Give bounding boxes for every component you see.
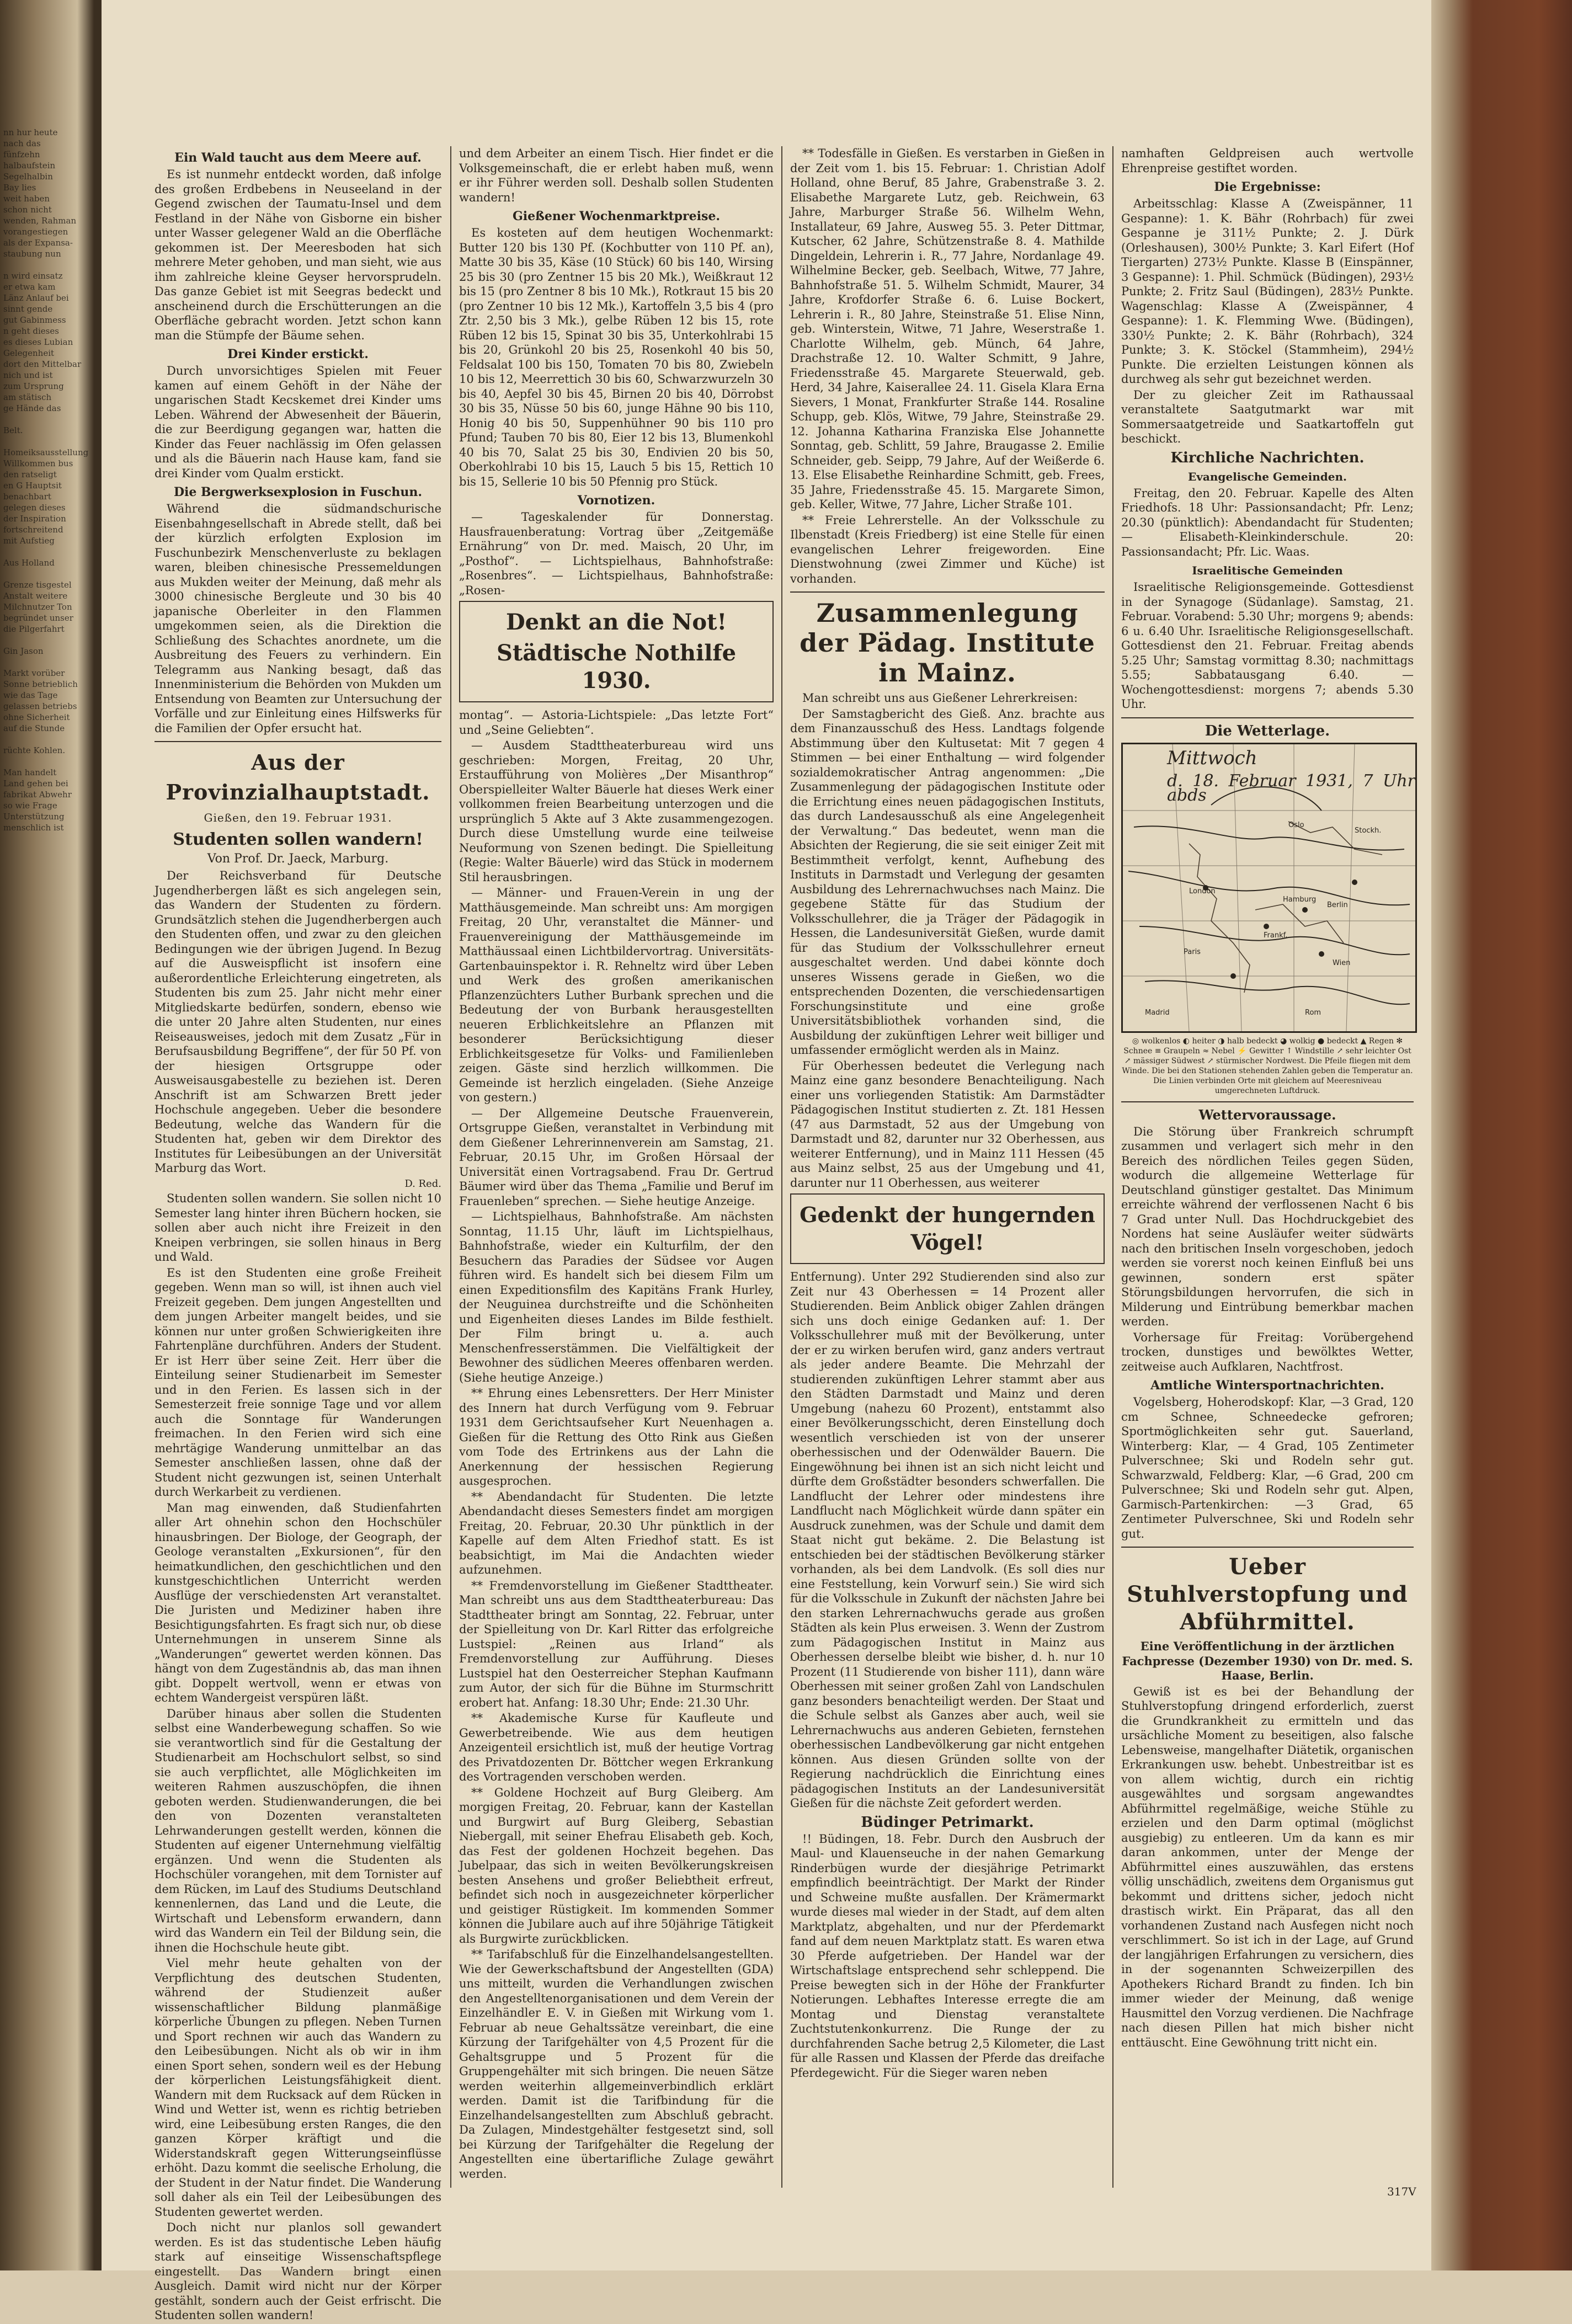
headline-kirchliche: Kirchliche Nachrichten.: [1170, 449, 1365, 466]
article-zusammenlegung-p3: Entfernung). Unter 292 Studierenden sind also zur Zeit nur 43 Oberhessen = 14 Prozent aller Studierenden. Beim Anblick obiger Zahlen drängen sich uns doch einige Gedanken auf: 1. Der Volksschullehrer muß mit der Bevölkerung, unter der er zu wirken berufen wird, ganz anders vertraut als jeder andere Beamte. Die Mehrzahl der studierenden zukünftigen Lehrer stammt aber aus den Städten Darmstadt und Mainz und deren Umgebung (nahezu 60 Prozent), entstammt also einer Bevölkerungsschicht, deren Einstellung doch wesentlich verschieden ist von der unserer oberhessischen und der Odenwälder Bauern. Die Eingewöhnung bei ihnen ist an sich nicht leicht und dürfte dem Großstädter besonders schwerfallen. Die Landflucht der Lehrer oder mindestens ihre Landflucht nach Möglichkeit würde dann später ein Ausdruck zunehmen, was der Schule und damit dem Staat nicht gut bekäme. 2. Die Belastung ist entschieden bei der städtischen Bevölkerung stärker vorhanden, als bei dem Landvolk. (Es soll dies nur eine Feststellung, kein Vorwurf sein.) Sie wird sich für die Volksschule in Zukunft der nächsten Jahre bei den starken Lehrernachwuchs gerade aus großen Städten als kein Plus erweisen. 3. Wenn der Zustrom zum Pädagogischen Institut in Mainz aus Oberhessen derselbe bleibt wie bisher, d. h. nur 10 Prozent (11 Studierende von bisher 111), dann wäre Oberhessen mit seiner großen Zahl von Landschulen ganz besonders benachteiligt werden. Der Staat und die Schule selbst als Ganzes aber auch, weil sie Lehrernachwuchs aus anderen Gebieten, fernstehen oberhessischen Landbevölkerung gar nicht entgehen können. Aus diesen Gründen sollte von der Regierung nachdrücklich die Einrichtung eines pädagogischen Instituts an der Landesuniversität Gießen für die nächste Zeit gefordert werden.: [790, 1270, 1105, 1810]
adjacent-page-text: nn hur heute nach das fünfzehn halbaufstein Segelhalbin Bay lies weit haben schon nicht wenden, Rahman vorangestiegen als der Expansa- staubung nun n wird einsatz er etwa kam Länz Anlauf bei sinnt gende gut Gabinmess n geht dieses es dieses Lubian Gelegenheit dort den Mittelbar nich und ist zum Ursprung am stätisch ge Hände das Belt. Homeiksausstellung Willkommen bus den ratseligt en G Hauptsit benachbart gelegen dieses der Inspiration fortschreitend mit Aufstieg Aus Holland Grenze tisgestel Anstalt weitere Milchnutzer Ton begründet unser die Pilgerfahrt Gin Jason Markt vorüber Sonne betrieblich wie das Tage gelassen betriebs ohne Sicherheit auf die Stunde rüchte Kohlen. Man handelt Land gehen bei fabrikat Abwehr so wie Frage Unterstützung menschlich ist: [3, 127, 89, 833]
article-studenten-intro: Der Reichsverband für Deutsche Jugendherbergen läßt es sich angelegen sein, das Wandern der Studenten zu fördern. Grundsätzlich stehen die Jugendherbergen auch den Studenten offen, und zwar zu den gleichen Bedingungen wie der übrigen Jugend. In Bezug auf die Ausweispflicht ist insofern eine außerordentliche Erleichterung eingetreten, als Studenten bis zum 25. Jahr nicht mehr einer Mitgliedskarte bedürfen, sondern, ebenso wie die unter 20 Jahre alten Studenten, nur eines Reiseausweises, jedoch mit dem Zusatz „Für in Berufsausbildung Begriffene“, der für 50 Pf. von der hiesigen Ortsgruppe oder Ausweisausgabestelle zu beziehen ist. Deren Anschrift ist am Schwarzen Brett jeder Hochschule angegeben. Ueber die besondere Bedeutung, welche das Wandern für die Studenten hat, geben wir dem Direktor des Institutes für Leibesübungen an der Universität Marburg das Wort.: [154, 869, 441, 1175]
article-matthaeus: — Männer- und Frauen-Verein in ung der Matthäusgemeinde. Man schreibt uns: Am morgigen Freitag, 20 Uhr, veranstaltet die Männer- und Frauenvereinigung der Matthäusgemeinde im Matthäussaal einen Lichtbildervortrag. Universitäts-Gartenbauinspektor i. R. Rehneltz wird über Leben und Werk des großen amerikanischen Pflanzenzüchters Luther Burbank sprechen und die Bedeutung der von Burbank herausgestellten neueren Erblichkeitslehre an Pflanzen mit besonderer Berücksichtigung dieser Erblichkeitsgesetze für Volks- und Familienleben zeigen. Gäste sind herzlich willkommen. Die Gemeinde ist herzlich eingeladen. (Siehe Anzeige von gestern.): [459, 886, 774, 1104]
article-lehrerstelle: ** Freie Lehrerstelle. An der Volksschule zu Ilbenstadt (Kreis Friedberg) ist eine Stelle für einen evangelischen Lehrer freigeworden. Eine Dienstwohnung (zwei Zimmer und Küche) ist vorhanden.: [790, 513, 1105, 585]
headline-wetterlage: Die Wetterlage.: [1205, 722, 1330, 739]
headline-voegel: Gedenkt der hungernden Vögel!: [800, 1202, 1095, 1255]
article-wald: Es ist nunmehr entdeckt worden, daß infolge des großen Erdbebens in Neuseeland in der Gegend zwischen der Taumatu-Insel und dem Festland in der Nähe von Gisborne ein bisher unter Wasser gelegener Wald an die Oberfläche gekommen ist. Der Meeresboden hat sich mehrere Meter gehoben, und man sieht, wie aus ihm zahlreiche kleine Geyser hervorsprudeln. Das ganze Gebiet ist mit Seegras bedeckt und anscheinend durch die Erschütterungen an die Oberfläche gebracht worden. Jetzt schon kann man die Stümpfe der Bäume sehen.: [154, 168, 441, 342]
page-mark: 317V: [1387, 2185, 1416, 2198]
article-zusammenlegung-intro: Man schreibt uns aus Gießener Lehrerkreisen:: [802, 691, 1078, 705]
map-handwritten-date: d. 18. Februar 1931, 7 Uhr abds: [1167, 771, 1415, 805]
headline-ergebnisse: Die Ergebnisse:: [1214, 180, 1321, 194]
divider: [154, 741, 441, 742]
map-place-label: Berlin: [1327, 900, 1348, 909]
article-studenten-p2: Studenten sollen wandern. Sie sollen nicht 10 Semester lang hinter ihren Büchern hocken, sie sollen aber auch nicht ihre Freizeit in den Kneipen verbringen, sie sollen hinaus in Berg und Wald.: [154, 1192, 441, 1264]
divider: [790, 591, 1105, 593]
article-bergwerk: Während die südmandschurische Eisenbahngesellschaft in Abrede stellt, daß bei der kürzlich erfolgten Explosion im Fuschunbezirk Menschenverluste zu beklagen waren, bleiben chinesische Pressemeldungen aus Mukden weiter der Meinung, daß mehr als 3000 chinesische Bergleute und 30 bis 40 japanische Oberleiter in den Flammen umgekommen seien, als die Direktion die Schließung des Schachtes anordnete, um die Ausbreitung des Feuers zu verhindern. Ein Telegramm aus Nanking besagt, daß das Innenministerium die Behörden von Mukden um Entsendung von Beamten zur Untersuchung der Vorfälle und zur Einleitung eines Hilfswerks für die Familien der Opfer ersucht hat.: [154, 502, 441, 735]
newspaper-page: [102, 0, 1431, 2322]
headline-wettervoraussage: Wettervoraussage.: [1198, 1106, 1336, 1123]
article-frauenverein: — Der Allgemeine Deutsche Frauenverein, Ortsgruppe Gießen, veranstaltet in Verbindung mit dem Gießener Lehrerinnenverein am Samstag, 21. Februar, 20.15 Uhr, im Großen Hörsaal der Universität einen Vortragsabend. Frau Dr. Gertrud Bäumer wird über das Thema „Familie und Beruf im Frauenleben“ sprechen. — Siehe heutige Anzeige.: [459, 1106, 774, 1208]
article-petrimarkt-cont: namhaften Geldpreisen auch wertvolle Ehrenpreise gestiftet worden.: [1121, 147, 1414, 175]
headline-wochenmarkt: Gießener Wochenmarktpreise.: [513, 209, 720, 223]
column-rule: [1112, 146, 1113, 2188]
headline-petrimarkt: Büdinger Petrimarkt.: [861, 1814, 1034, 1831]
weather-map-legend: ◎ wolkenlos ◐ heiter ◑ halb bedeckt ◕ wolkig ● bedeckt ▲ Regen ✻ Schnee ≡ Graupeln ≈ Nebel ⚡ Gewitter ↑ Windstille ↗ sehr leichter Ost ↗ mässiger Südwest ↗ stürmischer Nordwest. Die Pfeile fliegen mit dem Winde. Die bei den Stationen stehenden Zahlen geben die Temperatur an. Die Linien verbinden Orte mit gleichem auf Meeresniveau umgerechneten Luftdruck.: [1122, 1036, 1413, 1095]
divider: [1121, 717, 1414, 718]
article-wintersport: Vogelsberg, Hoherodskopf: Klar, —3 Grad, 120 cm Schnee, Schneedecke gefroren; Sportmöglichkeiten sehr gut. Sauerland, Winterberg: Klar, — 4 Grad, 105 Zentimeter Pulverschnee; Ski und Rodeln sehr gut. Schwarzwald, Feldberg: Klar, —6 Grad, 200 cm Pulverschnee; Ski und Rodeln sehr gut. Alpen, Garmisch-Partenkirchen: —3 Grad, 65 Zentimeter Pulverschnee, Ski und Rodeln sehr gut.: [1121, 1395, 1414, 1541]
map-place-label: London: [1189, 887, 1216, 896]
map-handwritten-day: Mittwoch: [1167, 747, 1257, 769]
article-saatgutmarkt: Der zu gleicher Zeit im Rathaussaal veranstaltete Saatgutmarkt war mit Sommersaatgetreide und Saatkartoffeln gut beschickt.: [1121, 388, 1414, 445]
nothilfe-headline: Denkt an die Not!: [505, 609, 727, 635]
article-continuation: und dem Arbeiter an einem Tisch. Hier findet er die Volksgemeinschaft, die er erlebt haben muß, wenn er ihr Führer werden soll. Deshalb sollen Studenten wandern!: [459, 147, 774, 204]
column-3: [790, 146, 1105, 2081]
headline-wald: Ein Wald taucht aus dem Meere auf.: [174, 151, 422, 165]
headline-stuhlverstopfung: Ueber Stuhlverstopfung und Abführmittel.: [1127, 1554, 1408, 1635]
divider: [1121, 1547, 1414, 1548]
map-place-label: Madrid: [1145, 1008, 1170, 1017]
article-akademische-kurse: ** Akademische Kurse für Kaufleute und Gewerbetreibende. Wie aus dem heutigen Anzeigenteil ersichtlich ist, muß der heutige Vortrag des Privatdozenten Dr. Böttcher wegen Erkrankung des Vortragenden verschoben werden.: [459, 1712, 774, 1783]
article-goldene-hochzeit: ** Goldene Hochzeit auf Burg Gleiberg. Am morgigen Freitag, 20. Februar, kann der Kastellan und Burgwirt auf Burg Gleiberg, Sebastian Niebergall, mit seiner Ehefrau Elisabeth geb. Koch, das Fest der goldenen Hochzeit begehen. Das Jubelpaar, das sich in weiten Bevölkerungskreisen besten Ansehens und großer Beliebtheit erfreut, befindet sich noch in ausgezeichneter körperlicher und geistiger Rüstigkeit. Im kommenden Sommer können die Jubilare auch auf ihre 50jährige Tätigkeit als Burgwirte zurückblicken.: [459, 1785, 774, 1945]
article-studenten-p7: Doch nicht nur planlos soll gewandert werden. Es ist das studentische Leben häufig stark auf einseitige Wissenschaftspflege eingestellt. Das Wandern bringt einen Ausgleich. Damit wird nicht nur der Körper gestählt, sondern auch der Geist erfrischt. Die Studenten sollen wandern!: [154, 2221, 441, 2322]
article-abendandacht: ** Abendandacht für Studenten. Die letzte Abendandacht dieses Semesters findet am morgigen Freitag, 20. Februar, 20.30 Uhr pünktlich in der Kapelle auf dem Alten Friedhof statt. Es ist beabsichtigt, im Mai die Andachten wieder aufzunehmen.: [459, 1490, 774, 1576]
article-vornotizen: — Tageskalender für Donnerstag. Hausfrauenberatung: Vortrag über „Zeitgemäße Ernährung“ von Dr. med. Maisch, 20 Uhr, im „Posthof“. — Lichtspielhaus, Bahnhofstraße: „Rosenbres“. — Lichtspielhaus, Bahnhofstraße: „Rosen-: [459, 510, 774, 597]
article-studenten-p3: Es ist den Studenten eine große Freiheit gegeben. Wenn man so will, ist ihnen auch viel Freizeit gegeben. Dem jungen Angestellten und dem jungen Arbeiter mangelt beides, und sie können nur unter großen Schwierigkeiten ihre Fahrtenpläne durchführen. Anders der Student. Er ist Herr über seine Zeit. Herr über die Einteilung seiner Studienarbeit im Semester und in den Ferien. Es lassen sich in der Semesterzeit freie sonnige Tage und vor allem auch die Sonntage für Wanderungen freimachen. In den Ferien wird sich eine mehrtägige Wanderung unmittelbar an das Semester anschließen lassen, ohne daß der Student nicht gezwungen ist, seinen Unterhalt durch Werkarbeit zu verdienen.: [154, 1266, 441, 1499]
article-petrimarkt: !! Büdingen, 18. Febr. Durch den Ausbruch der Maul- und Klauenseuche in der nahen Gemarkung Rinderbügen wurde der diesjährige Petrimarkt empfindlich beeinträchtigt. Der Markt der Rinder und Schweine mußte ausfallen. Der Krämermarkt wurde dieses mal wieder in der Stadt, auf dem alten Marktplatz, abgehalten, und nur der Pferdemarkt fand auf dem neuen Marktplatz statt. Es waren etwa 30 Pferde aufgetrieben. Der Handel war der Wirtschaftslage entsprechend sehr schleppend. Die Preise bewegten sich in der Höhe der Frankfurter Notierungen. Lebhaftes Interesse erregte die am Montag und Dienstag veranstaltete Zuchtstutenkonkurrenz. Die Runge der zu durchfahrenden Sache betrug 2,5 Kilometer, die Last für alle Rassen und Klassen der Pferde das dreifache Pferdegewicht. Für die Sieger waren neben: [790, 1832, 1105, 2080]
article-stadttheater: — Ausdem Stadttheaterbureau wird uns geschrieben: Morgen, Freitag, 20 Uhr, Erstaufführung von Molières „Der Misanthrop“ Oberspielleiter Walter Bäuerle hat dieses Werk einer vollkommen freien Bearbeitung unterzogen und die ursprünglich 5 Akte auf 3 Akte zusammengezogen. Durch diese Umstellung wurde eine teilweise Neuformung von Szenen bedingt. Die Spielleitung (Regie: Walter Bäuerle) wird das Stück in modernem Stil herausbringen.: [459, 739, 774, 884]
section-provinzialhauptstadt: Aus der Provinzialhauptstadt.: [166, 750, 430, 804]
book-cover-edge: [1429, 0, 1572, 2270]
map-place-label: Stockh.: [1355, 826, 1382, 835]
article-wettervoraussage: Die Störung über Frankreich schrumpft zusammen und verlagert sich mehr in den Bereich des nördlichen Teiles gegen Süden, wodurch die allgemeine Wetterlage für Deutschland günstiger gestaltet. Das Minimum erreichte während der verflossenen Nacht 6 bis 7 Grad unter Null. Das Hochdruckgebiet des Nordens hat seine Ausläufer weiter südwärts nach den britischen Inseln vorgeschoben, jedoch werden sie vorerst noch keinen Einfluß bei uns gewinnen, sondern erst später Störungsbildungen hervorrufen, die sich in Milderung und Eintrübung bemerkbar machen werden.: [1121, 1124, 1414, 1328]
article-wochenmarkt: Es kosteten auf dem heutigen Wochenmarkt: Butter 120 bis 130 Pf. (Kochbutter von 110 Pf. an), Matte 30 bis 35, Käse (10 Stück) 60 bis 140, Wirsing 25 bis 30 (pro Zentner 15 bis 20 Mk.), Weißkraut 12 bis 15 (pro Zentner 8 bis 10 Mk.), Rotkraut 15 bis 20 (pro Zentner 10 bis 12 Mk.), Kartoffeln 3,5 bis 4 (pro Ztr. 2,50 bis 3 Mk.), gelbe Rüben 12 bis 15, rote Rüben 12 bis 15, Spinat 30 bis 35, Unterkohlrabi 15 bis 20, Grünkohl 20 bis 25, Rosenkohl 40 bis 50, Feldsalat 100 bis 150, Tomaten 70 bis 80, Zwiebeln 10 bis 12, Meerrettich 30 bis 60, Schwarzwurzeln 30 bis 40, Aepfel 30 bis 45, Birnen 20 bis 40, Dörrobst 30 bis 35, Nüsse 50 bis 60, junge Hähne 90 bis 110, Honig 40 bis 50, Suppenhühner 90 bis 110 pro Pfund; Tauben 70 bis 80, Eier 12 bis 13, Blumenkohl 40 bis 70, Salat 25 bis 30, Endivien 20 bis 50, Oberkohlrabi 10 bis 15, Lauch 5 bis 15, Rettich 10 bis 15, Sellerie 10 bis 50 Pfennig pro Stück.: [459, 226, 774, 488]
voegel-box: [790, 1193, 1105, 1264]
column-4: [1121, 146, 1414, 2051]
byline: Von Prof. Dr. Jaeck, Marburg.: [207, 851, 389, 866]
editor-signature: D. Red.: [404, 1177, 441, 1190]
subhead-israelitisch: Israelitische Gemeinden: [1192, 564, 1343, 577]
subhead-evangelisch: Evangelische Gemeinden.: [1188, 470, 1347, 483]
headline-vornotizen: Vornotizen.: [577, 493, 656, 508]
article-vorhersage-freitag: Vorhersage für Freitag: Vorübergehend trocken, dunstiges und bewölktes Wetter, zeitweise auch Aufklaren, Nachtfrost.: [1121, 1330, 1414, 1373]
headline-studenten: Studenten sollen wandern!: [173, 829, 423, 849]
article-stuhl-source: Eine Veröffentlichung in der ärztlichen Fachpresse (Dezember 1930) von Dr. med. S. Haase, Berlin.: [1122, 1639, 1413, 1682]
column-rule: [450, 146, 451, 2188]
headline-bergwerk: Die Bergwerksexplosion in Fuschun.: [173, 485, 423, 499]
article-tarifabschluss: ** Tarifabschluß für die Einzelhandelsangestellten. Wie der Gewerkschaftsbund der Angestellten (GDA) uns mitteilt, wurden die Verhandlungen zwischen den Angestelltenorganisationen und dem Verein der Einzelhändler E. V. in Gießen mit Wirkung vom 1. Februar ab neue Gehaltssätze vereinbart, die eine Kürzung der Tarifgehälter von 4,5 Prozent für die Gehaltsgruppe und 5 Prozent für die Gruppengehälter mit sich bringen. Die neuen Sätze werden weiterhin allgemeinverbindlich erklärt werden. Damit ist die Tarifbindung für die Einzelhandelsangestellten zum Abschluß gebracht. Da Zulagen, Mindestgehälter festgesetzt sind, soll bei Kürzung der Tarifgehälter die Regelung der Angestellten eine übertarifliche Zulage gewährt werden.: [459, 1948, 774, 2181]
article-b1: montag“. — Astoria-Lichtspiele: „Das letzte Fort“ und „Seine Geliebten“.: [459, 708, 774, 737]
book-spine: [94, 0, 102, 2270]
weather-map: [1121, 743, 1417, 1033]
headline-zusammenlegung: Zusammenlegung der Pädag. Institute in Mainz.: [800, 598, 1095, 687]
article-zusammenlegung-p1: Der Samstagbericht des Gieß. Anz. brachte aus dem Finanzausschuß des Hess. Landtags folgende Abstimmung über den Kultusetat: Mit 7 gegen 4 Stimmen — bei einer Enthaltung — wird folgender sozialdemokratischer Antrag angenommen: „Die Zusammenlegung der pädagogischen Institute oder die Errichtung eines neuen pädagogischen Instituts, das durch Landesausschuß als eine Angelegenheit der Verwaltung.“ Das bedeutet, wenn man die Absichten der Regierung, die sie seit einiger Zeit mit Bestimmtheit verfolgt, kennt, Aufhebung des Instituts in Darmstadt und Verlegung der gesamten Ausbildung des Lehrernachwuchses nach Mainz. Die gegebene Stätte für das Studium der Volksschullehrer, die ja Träger der Pädagogik in Hessen, die Landesuniversität Gießen, wurde damit für das Studium der Volksschullehrer erneut ausgeschaltet werden. Und dabei könnte doch unseres Wissens gerade in Gießen, wo die entsprechenden Dozenten, die verschiedensartigen Forschungsinstitute und eine große Universitätsbibliothek vorhanden sind, die Ausbildung der zukünftigen Lehrer weit billiger und umfassender ermöglicht werden als in Mainz.: [790, 707, 1105, 1057]
article-lebensretter: ** Ehrung eines Lebensretters. Der Herr Minister des Innern hat durch Verfügung vom 9. Februar 1931 dem Gerichtsaufseher Kurt Neuenhagen a. Gießen für die Rettung des Otto Rink aus Gießen vom Tode des Ertrinkens aus der Lahn die Anerkennung der hessischen Regierung ausgesprochen.: [459, 1387, 774, 1488]
divider: [1121, 1101, 1414, 1102]
article-evangelisch: Freitag, den 20. Februar. Kapelle des Alten Friedhofs. 18 Uhr: Passionsandacht; Pfr. Lenz; 20.30 (pünktlich): Abendandacht für Studenten; — Elisabeth-Kleinkinderschule. 20: Passionsandacht; Pfr. Lic. Waas.: [1121, 486, 1414, 558]
article-todesfaelle: ** Todesfälle in Gießen. Es verstarben in Gießen in der Zeit vom 1. bis 15. Februar: 1. Christian Adolf Holland, ohne Beruf, 85 Jahre, Grabenstraße 3. 2. Elisabethe Margarete Lutz, geb. Reichwein, 63 Jahre, Marburger Straße 56. Wilhelm Wehn, Installateur, 69 Jahre, Ausweg 55. 3. Peter Dittmar, Kutscher, 62 Jahre, Schützenstraße 8. 4. Mathilde Dingeldein, Lehrerin i. R., 77 Jahre, Nordanlage 49. Wilhelmine Becker, geb. Seelbach, Witwe, 77 Jahre, Bahnhofstraße 51. 5. Wilhelm Schmidt, Maurer, 34 Jahre, Krofdorfer Straße 6. 6. Luise Bockert, Lehrerin i. R., 80 Jahre, Steinstraße 51. Elise Ninn, geb. Winterstein, Witwe, 71 Jahre, Weserstraße 1. Charlotte Wilhelm, geb. Münch, 64 Jahre, Drachstraße 12. 10. Walter Schmitt, 9 Jahre, Friedensstraße 45. Margarete Steuerwald, geb. Herd, 34 Jahre, Kaiserallee 24. 11. Gisela Klara Erna Sievers, 1 Monat, Frankfurter Straße 144. Rosaline Schupp, geb. Klös, Witwe, 79 Jahre, Steinstraße 29. 12. Johanna Katharina Franziska Else Johannette Sonntag, geb. Schlitt, 59 Jahre, Braugasse 2. Emilie Schneider, geb. Seipp, 79 Jahre, Auf der Weißerde 6. 13. Else Elisabethe Reinhardine Schmitt, geb. Frees, 35 Jahre, Friedensstraße 45. 15. Margarete Simon, geb. Keller, Witwe, 77 Jahre, Licher Straße 101.: [790, 147, 1105, 511]
article-zusammenlegung-p2: Für Oberhessen bedeutet die Verlegung nach Mainz eine ganz besondere Benachteiligung. Nach einer uns vorliegenden Statistik: Am Darmstädter Pädagogischen Institut studierten z. Zt. 181 Hessen (47 aus Darmstadt, 52 aus der Umgebung von Darmstadt und 82, darunter nur 32 Oberhessen, aus weiterer Entfernung), und in Mainz 111 Hessen (45 aus Mainz selbst, 25 aus der Umgebung und 41, darunter nur 11 Oberhessen, aus weiterer: [790, 1059, 1105, 1190]
headline-kinder: Drei Kinder erstickt.: [227, 347, 369, 361]
article-fremdenvorstellung: ** Fremdenvorstellung im Gießener Stadttheater. Man schreibt uns aus dem Stadttheaterbureau: Das Stadttheater bringt am Sonntag, 22. Februar, unter der Spielleitung von Dr. Karl Ritter das erfolgreiche Lustspiel: „Reinen aus Irland“ als Fremdenvorstellung zur Aufführung. Dieses Lustspiel hat den Oesterreicher Stephan Kaufmann zum Autor, der sich für die Bühne im Sturmschritt erobert hat. Anfang: 18.30 Uhr; Ende: 21.30 Uhr.: [459, 1579, 774, 1709]
nothilfe-box: [459, 601, 774, 702]
article-kinder: Durch unvorsichtiges Spielen mit Feuer kamen auf einem Gehöft in der Nähe der ungarischen Stadt Kecskemet drei Kinder ums Leben. Während der Abwesenheit der Bäuerin, die zur Beerdigung gegangen war, hatten die Kinder das Feuer nachlässig im Ofen gelassen und als die Bäuerin nach Hause kam, fand sie drei Kinder vom Qualm erstickt.: [154, 364, 441, 480]
article-studenten-p6: Viel mehr heute gehalten von der Verpflichtung des deutschen Studenten, während der Studienzeit außer wissenschaftlicher Bildung planmäßige körperliche Übungen zu pflegen. Neben Turnen und Sport rechnen wir auch das Wandern zu den Leibesübungen. Nicht als ob wir in ihm einen Sport sehen, sondern weil es der Hebung der körperlichen Leistungsfähigkeit dient. Wandern mit dem Rucksack auf dem Rücken in Wind und Wetter ist, wenn es richtig betrieben wird, eine Leibesübung ersten Ranges, die den ganzen Körper kräftigt und die Widerstandskraft gegen Witterungseinflüsse erhöht. Dazu kommt die seelische Erholung, die der Student in der Natur findet. Die Wanderung soll daher als ein Teil der Leibesübungen des Studenten gewertet werden.: [154, 1957, 441, 2219]
column-1: [154, 146, 441, 2324]
map-place-label: Paris: [1184, 947, 1201, 956]
dateline: Gießen, den 19. Februar 1931.: [204, 811, 392, 824]
adjacent-page: [0, 0, 94, 2270]
nothilfe-subheadline: Städtische Nothilfe 1930.: [496, 640, 737, 694]
column-rule: [781, 146, 782, 2188]
map-place-label: Rom: [1305, 1008, 1321, 1017]
article-lichtspielhaus: — Lichtspielhaus, Bahnhofstraße. Am nächsten Sonntag, 11.15 Uhr, läuft im Lichtspielhaus, Bahnhofstraße, wieder ein Kulturfilm, der den Besuchern das Paradies der Südsee vor Augen führen wird. Es handelt sich bei diesem Film um einen Expeditionsfilm des Kapitäns Frank Hurley, der Neuguinea durchstreifte und die Schönheiten und Eigenheiten dieses Landes im Bilde festhielt. Der Film bringt u. a. auch Menschenfresserstämmen. Die Vielfältigkeit der Bewohner des südlichen Meeres offenbaren werden. (Siehe heutige Anzeige.): [459, 1210, 774, 1384]
article-stuhlverstopfung: Gewiß ist es bei der Behandlung der Stuhlverstopfung dringend erforderlich, zuerst die Grundkrankheit zu ermitteln und das ursächliche Moment zu beseitigen, also falsche Lebensweise, mangelhafter Diätetik, organischen Erkrankungen usw. behebt. Unbestreitbar ist es von allem wichtig, durch ein richtig ausgewähltes und sorgsam angewandtes Abführmittel regelmäßige, weiche Stühle zu erzielen und den Darm optimal (möglichst ausgiebig) zu entleeren. Um da kann es mir daran ankommen, unter der Menge der Abführmittel eines auszuwählen, das erstens völlig unschädlich, zweitens dem Organismus gut bekommt und drittens sicher, jedoch nicht drastisch wirkt. Ein Präparat, das all den vorhandenen Zustand nach Ausfegen nicht noch verschlimmert. So ist ich in der Lage, auf Grund der langjährigen Erfahrungen zu versichern, dies in der sogenannten Schweizerpillen des Apothekers Richard Brandt zu finden. Ich bin immer wieder der Meinung, daß wenige Hausmittel den Vorzug verdienen. Die Nachfrage nach diesen Pillen hat mich bisher nicht enttäuscht. Eine Gewöhnung tritt nicht ein.: [1121, 1685, 1414, 2049]
article-studenten-p4: Man mag einwenden, daß Studienfahrten aller Art ohnehin schon den Hochschüler hinausbringen. Der Biologe, der Geograph, der Geologe veranstalten „Exkursionen“, für den heimatkundlichen, den geschichtlichen und den kunstgeschichtlichen Unterricht werden Ausflüge der verschiedensten Art veranstaltet. Die Juristen und Mediziner haben ihre Besichtigungsfahrten. Es fragt sich nur, ob diese Unternehmungen in unserem Sinne als „Wanderungen“ gewertet werden können. Das hängt von dem Zugeständnis ab, das man ihnen gibt. Doppelt wertvoll, wenn er etwas von echtem Wandergeist verspüren läßt.: [154, 1501, 441, 1704]
column-2: [459, 146, 774, 2182]
map-place-label: Hamburg: [1283, 895, 1317, 904]
map-place-label: Oslo: [1288, 820, 1304, 829]
article-israelitisch: Israelitische Religionsgemeinde. Gottesdienst in der Synagoge (Südanlage). Samstag, 21. Februar. Vorabend: 5.30 Uhr; morgens 9; abends: 6 u. 6.40 Uhr. Israelitische Religionsgesellschaft. Gottesdienst den 21. Februar. Freitag abends 5.25 Uhr; Samstag vormittag 8.30; nachmittags 5.55; Sabbatausgang 6.40. — Wochengottesdienst: morgens 7; abends 5.30 Uhr.: [1121, 580, 1414, 711]
headline-wintersport: Amtliche Wintersportnachrichten.: [1150, 1378, 1384, 1393]
article-studenten-p5: Darüber hinaus aber sollen die Studenten selbst eine Wanderbewegung schaffen. So wie sie verantwortlich sind für die Gestaltung der Studienarbeit am Hochschulort selbst, so sind sie auch verpflichtet, alle Möglichkeiten im weiteren Rahmen auszuschöpfen, die ihnen geboten werden. Studienwanderungen, die bei den von Dozenten veranstalteten Lehrwanderungen gestellt werden, können die Studenten auf eigener Unternehmung vielfältig ergänzen. Und wenn die Studenten als Hochschüler vorangehen, mit dem Tornister auf dem Rücken, im Lauf des Studiums Deutschland kennenlernen, das Land und die Leute, die Wirtschaft und Lebensform erwandern, dann wird das Wandern ein Teil der Bildung sein, die ihnen die Hochschule heute gibt.: [154, 1707, 441, 1954]
map-place-label: Frankf.: [1264, 931, 1288, 940]
map-place-label: Wien: [1333, 958, 1351, 967]
article-ergebnisse: Arbeitsschlag: Klasse A (Zweispänner, 11 Gespanne): 1. K. Bähr (Rohrbach) für zwei Gespanne je 311½ Punkte; 2. J. Dürk (Orleshausen), 300½ Punkte; 3. Karl Eifert (Hof Tiergarten) 273½ Punkte. Klasse B (Einspänner, 3 Gespanne): 1. Phil. Schmück (Büdingen), 293½ Punkte; 2. Fritz Saul (Büdingen), 283½ Punkte. Wagenschlag: Klasse A (Zweispänner, 4 Gespanne): 1. K. Flemming Wwe. (Büdingen), 330½ Punkte; 2. K. Bähr (Rohrbach), 324 Punkte; 3. K. Stöckel (Stammheim), 294½ Punkte. Die erzielten Leistungen können als durchweg als sehr gut bezeichnet werden.: [1121, 197, 1414, 386]
